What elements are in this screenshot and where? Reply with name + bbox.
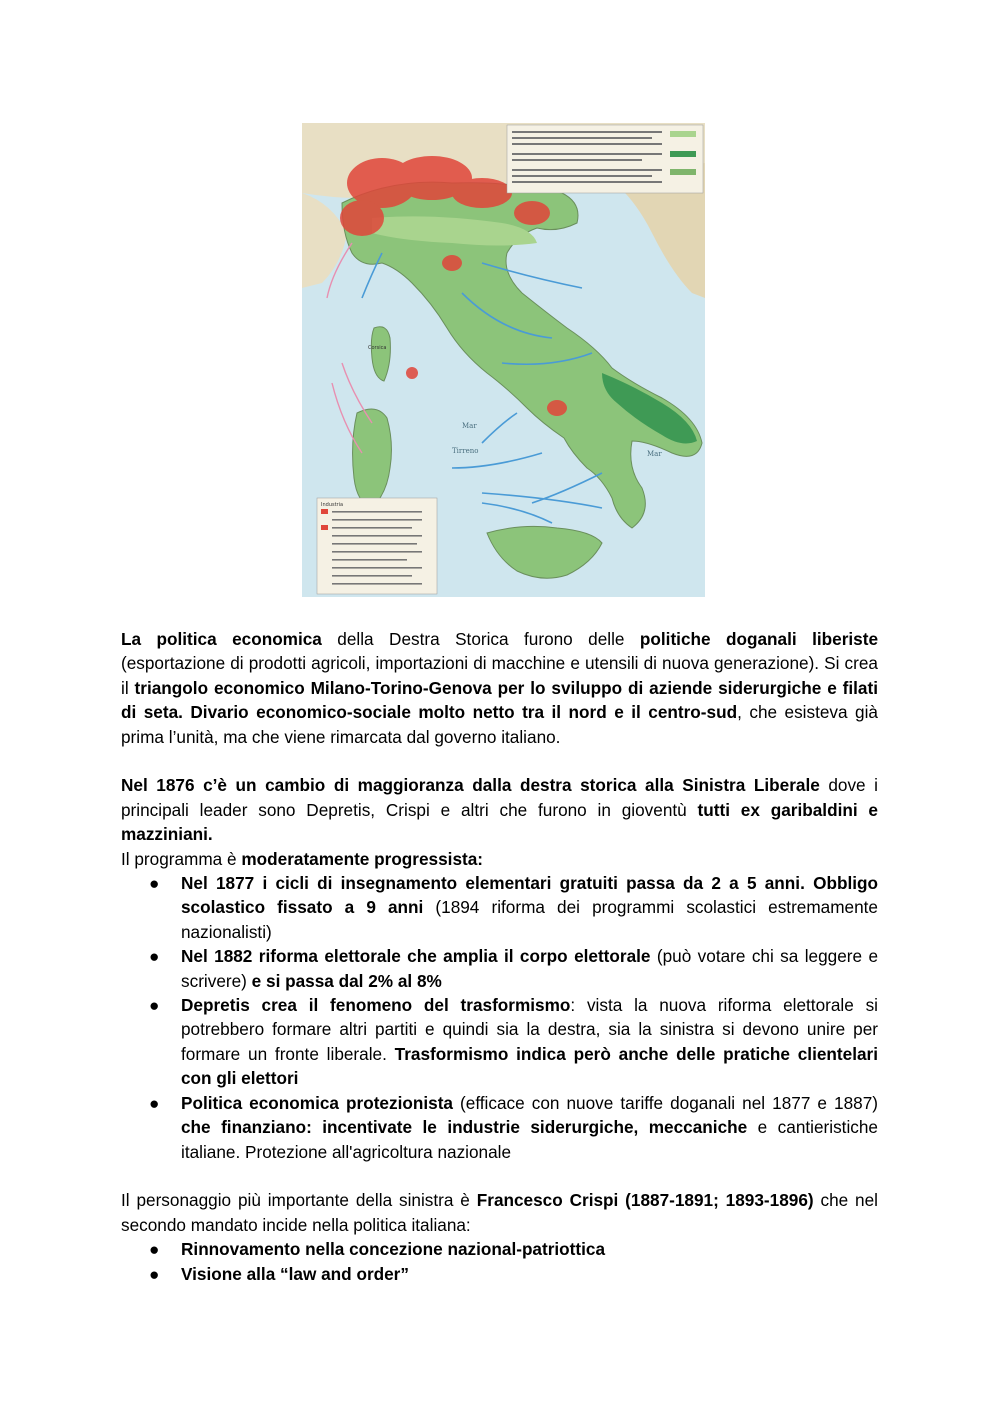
crispi-list bbox=[121, 1237, 878, 1286]
programma-list bbox=[121, 871, 878, 1164]
svg-text:Mar: Mar bbox=[462, 422, 477, 430]
economic-map-italy bbox=[302, 123, 705, 597]
paragraph-sinistra-liberale: Nel 1876 c’è un cambio di maggioranza dalla destra storica alla Sinistra Liberale dove i principali leader sono Depretis, Crispi e altri che furono in gioventù tutti ex garibaldini e mazziniani. bbox=[121, 775, 878, 845]
paragraph-destra-storica: La politica economica della Destra Storica furono delle politiche doganali liberiste (esportazione di prodotti agricoli, importazioni di macchine e utensili di nuova generazione). Si crea il triangolo economico Milano-Torino-Genova per lo sviluppo di aziende siderurgiche e filati di seta. Divario economico-sociale molto netto tra il nord e il centro-sud, che esisteva già prima l’unità, ma che viene rimarcata dal governo italiano. bbox=[121, 629, 878, 747]
bullet-icon: ● bbox=[149, 1263, 160, 1284]
list-item: ● Nel 1882 riforma elettorale che amplia il corpo elettorale (può votare chi sa leggere e scrivere) e si passa dal 2% al 8% bbox=[149, 946, 879, 991]
svg-text:Mar: Mar bbox=[647, 450, 662, 458]
list-item: ● Nel 1877 i cicli di insegnamento elementari gratuiti passa da 2 a 5 anni. Obbligo scolastico fissato a 9 anni (1894 riforma dei programmi scolastici estremamente nazionalisti) bbox=[149, 873, 878, 942]
svg-text:Industria: Industria bbox=[321, 502, 344, 508]
bullet-icon: ● bbox=[149, 1092, 160, 1113]
list-item: ● Depretis crea il fenomeno del trasformismo: vista la nuova riforma elettorale si potrebbero formare altri partiti e quindi sia la destra, sia la sinistra si devono unire per formare un fronte liberale. Trasformismo indica però anche delle pratiche clientelari con gli elettori bbox=[149, 995, 878, 1089]
paragraph-crispi: Il personaggio più importante della sinistra è Francesco Crispi (1887-1891; 1893-1896) che nel secondo mandato incide nella politica italiana: bbox=[121, 1190, 878, 1235]
list-item: ● Visione alla “law and order” bbox=[121, 1262, 878, 1286]
document-body bbox=[121, 627, 878, 1286]
bullet-icon: ● bbox=[149, 1239, 160, 1260]
bullet-icon: ● bbox=[149, 995, 160, 1016]
svg-text:Tirreno: Tirreno bbox=[452, 447, 479, 455]
paragraph-programma: Il programma è moderatamente progressista: bbox=[121, 848, 484, 869]
svg-text:Corsica: Corsica bbox=[368, 345, 387, 351]
bullet-icon: ● bbox=[149, 873, 160, 894]
list-item: ● Politica economica protezionista (efficace con nuove tariffe doganali nel 1877 e 1887) che finanziano: incentivate le industrie siderurgiche, meccaniche e cantieristiche italiane. Protezione all'agricoltura nazionale bbox=[149, 1092, 878, 1162]
bullet-icon: ● bbox=[149, 946, 160, 967]
list-item: ● Rinnovamento nella concezione nazional-patriottica bbox=[121, 1237, 878, 1261]
